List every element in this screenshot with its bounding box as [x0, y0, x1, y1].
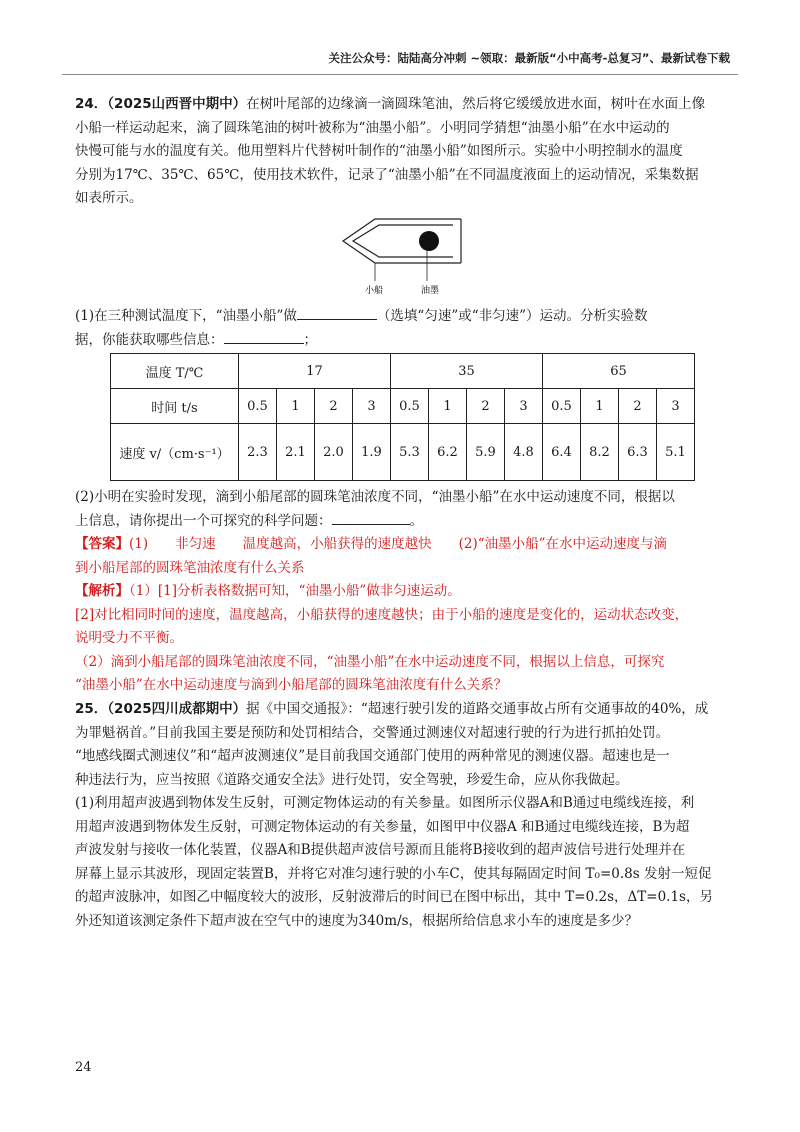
table-cell: 0.5: [239, 389, 277, 424]
table-cell: 1: [429, 389, 467, 424]
q24-part1-b: （选填“匀速”或“非匀速”）运动。分析实验数: [376, 308, 648, 324]
q24-number: 24．: [75, 96, 108, 112]
q24-line-1: 小船一样运动起来，滴了圆珠笔油的树叶被称为“油墨小船”。小明同学猜想“油墨小船”在水中运动的: [75, 119, 670, 136]
q24-line-3: 分别为17℃、35℃、65℃，使用技术软件，记录了“油墨小船”在不同温度液面上的运动情况，采集数据: [75, 166, 699, 183]
table-header-time: 时间 t/s: [111, 389, 239, 424]
q25-line-1: 为罪魁祸首。”目前我国主要是预防和处罚相结合，交警通过测速仪对超速行驶的行为进行抓拍处罚。: [75, 724, 670, 741]
q24-source: （2025山西晋中期中）: [107, 96, 247, 112]
figure-label-boat: 小船: [365, 286, 384, 295]
analysis-line-0: （1）[1]分析表格数据可知，“油墨小船”做非匀速运动。: [129, 583, 461, 599]
table-cell: 6.2: [429, 424, 467, 481]
table-cell: 6.3: [619, 424, 657, 481]
table-cell: 2: [315, 389, 353, 424]
q24-part2-c: 。: [409, 512, 423, 529]
table-cell: 8.2: [581, 424, 619, 481]
q24-answer: [75, 533, 729, 580]
table-row-temp: [111, 354, 695, 389]
table-cell: 17: [239, 354, 391, 389]
answer-line-2: 到小船尾部的圆珠笔油浓度有什么关系: [75, 559, 305, 576]
table-cell: 1: [581, 389, 619, 424]
q24-part2: [75, 486, 729, 533]
table-cell: 3: [505, 389, 543, 424]
answer-line-1: (1) 非匀速 温度越高，小船获得的速度越快 (2)“油墨小船”在水中运动速度与滴: [129, 536, 668, 552]
q24-analysis: [75, 580, 729, 698]
q24-part2-a: (2)小明在实验时发现，滴到小船尾部的圆珠笔油浓度不同，“油墨小船”在水中运动速度不同，根据以: [75, 489, 675, 505]
table-cell: 2.3: [239, 424, 277, 481]
table-cell: 2.0: [315, 424, 353, 481]
table-cell: 1.9: [353, 424, 391, 481]
table-cell: 2: [467, 389, 505, 424]
q25-line-0: 据《中国交通报》：“超速行驶引发的道路交通事故占所有交通事故的40%，成: [246, 701, 709, 717]
table-header-temp: 温度 T/℃: [111, 354, 239, 389]
data-table: [110, 353, 695, 481]
q25-line-4: (1)利用超声波遇到物体发生反射，可测定物体运动的有关参量。如图所示仪器A和B通过电缆线连接，利: [75, 795, 695, 811]
ink-boat-figure: [335, 215, 485, 295]
answer-label: 【答案】: [75, 536, 129, 552]
q24-part1: [75, 305, 729, 352]
table-cell: 4.8: [505, 424, 543, 481]
q25-source: （2025四川成都期中）: [107, 701, 247, 717]
answer-blank-3[interactable]: [332, 510, 410, 525]
table-cell: 35: [391, 354, 543, 389]
table-cell: 5.3: [391, 424, 429, 481]
header-rule: [62, 74, 738, 75]
table-row-speed: [111, 424, 695, 481]
table-cell: 0.5: [543, 389, 581, 424]
q25-line-9: 外还知道该测定条件下超声波在空气中的速度为340m/s，根据所给信息求小车的速度是多少？: [75, 912, 639, 929]
q24-intro: [75, 93, 729, 211]
q24-part1-d: ；: [303, 331, 317, 348]
table-row-time: [111, 389, 695, 424]
analysis-label: 【解析】: [75, 583, 129, 599]
table-cell: 2.1: [277, 424, 315, 481]
q25-line-3: 种违法行为，应当按照《道路交通安全法》进行处罚，安全驾驶，珍爱生命，应从你我做起。: [75, 771, 629, 788]
q24-line-4: 如表所示。: [75, 190, 143, 206]
table-cell: 65: [543, 354, 695, 389]
q25-line-2: “地感线圈式测速仪”和“超声波测速仪”是目前我国交通部门使用的两种常见的测速仪器。超速也是一: [75, 748, 670, 764]
ink-drop-icon: [419, 231, 439, 251]
analysis-line-2: 说明受力不平衡。: [75, 630, 183, 646]
analysis-line-1: [2]对比相同时间的速度，温度越高，小船获得的速度越快；由于小船的速度是变化的，运动状态改变，: [75, 606, 689, 623]
table-cell: 5.1: [657, 424, 695, 481]
page-header: 关注公众号：陆陆高分冲刺 ~领取：最新版“小中高考-总复习”、最新试卷下载: [328, 51, 730, 65]
table-cell: 3: [657, 389, 695, 424]
q25-number: 25．: [75, 701, 108, 717]
analysis-line-3: （2）滴到小船尾部的圆珠笔油浓度不同，“油墨小船”在水中运动速度不同，根据以上信息，可探究: [75, 653, 665, 670]
page-number: 24: [75, 1060, 92, 1075]
answer-blank-1[interactable]: [297, 305, 377, 320]
analysis-line-4: “油墨小船”在水中运动速度与滴到小船尾部的圆珠笔油浓度有什么关系？: [75, 677, 508, 693]
table-cell: 5.9: [467, 424, 505, 481]
answer-blank-2[interactable]: [224, 329, 304, 344]
table-cell: 1: [277, 389, 315, 424]
q25-line-5: 用超声波遇到物体发生反射，可测定物体运动的有关参量，如图甲中仪器A 和B通过电缆线连接，B为超: [75, 818, 690, 835]
q25-line-8: 的超声波脉冲，如图乙中幅度较大的波形，反射波滞后的时间已在图中标出，其中 T=0.2s，ΔT=0.1s，另: [75, 889, 713, 905]
figure-label-ink: 油墨: [421, 286, 440, 295]
q25-line-6: 声波发射与接收一体化装置，仪器A和B提供超声波信号源而且能将B接收到的超声波信号进行处理并在: [75, 842, 686, 858]
q25-body: [75, 698, 729, 933]
table-cell: 6.4: [543, 424, 581, 481]
q24-part1-c: 据，你能获取哪些信息：: [75, 331, 224, 348]
q24-part1-a: (1)在三种测试温度下，“油墨小船”做: [75, 308, 297, 324]
table-cell: 3: [353, 389, 391, 424]
table-cell: 2: [619, 389, 657, 424]
q25-line-7: 屏幕上显示其波形，现固定装置B，并将它对准匀速行驶的小车C，使其每隔固定时间 T₀=0.8s 发射一短促: [75, 865, 712, 882]
q24-line-0: 在树叶尾部的边缘滴一滴圆珠笔油，然后将它缓缓放进水面，树叶在水面上像: [246, 96, 706, 112]
table-cell: 0.5: [391, 389, 429, 424]
q24-part2-b: 上信息，请你提出一个可探究的科学问题：: [75, 512, 332, 529]
q24-line-2: 快慢可能与水的温度有关。他用塑料片代替树叶制作的“油墨小船”如图所示。实验中小明控制水的温度: [75, 143, 683, 159]
table-header-speed: 速度 v/（cm·s⁻¹）: [111, 424, 239, 481]
